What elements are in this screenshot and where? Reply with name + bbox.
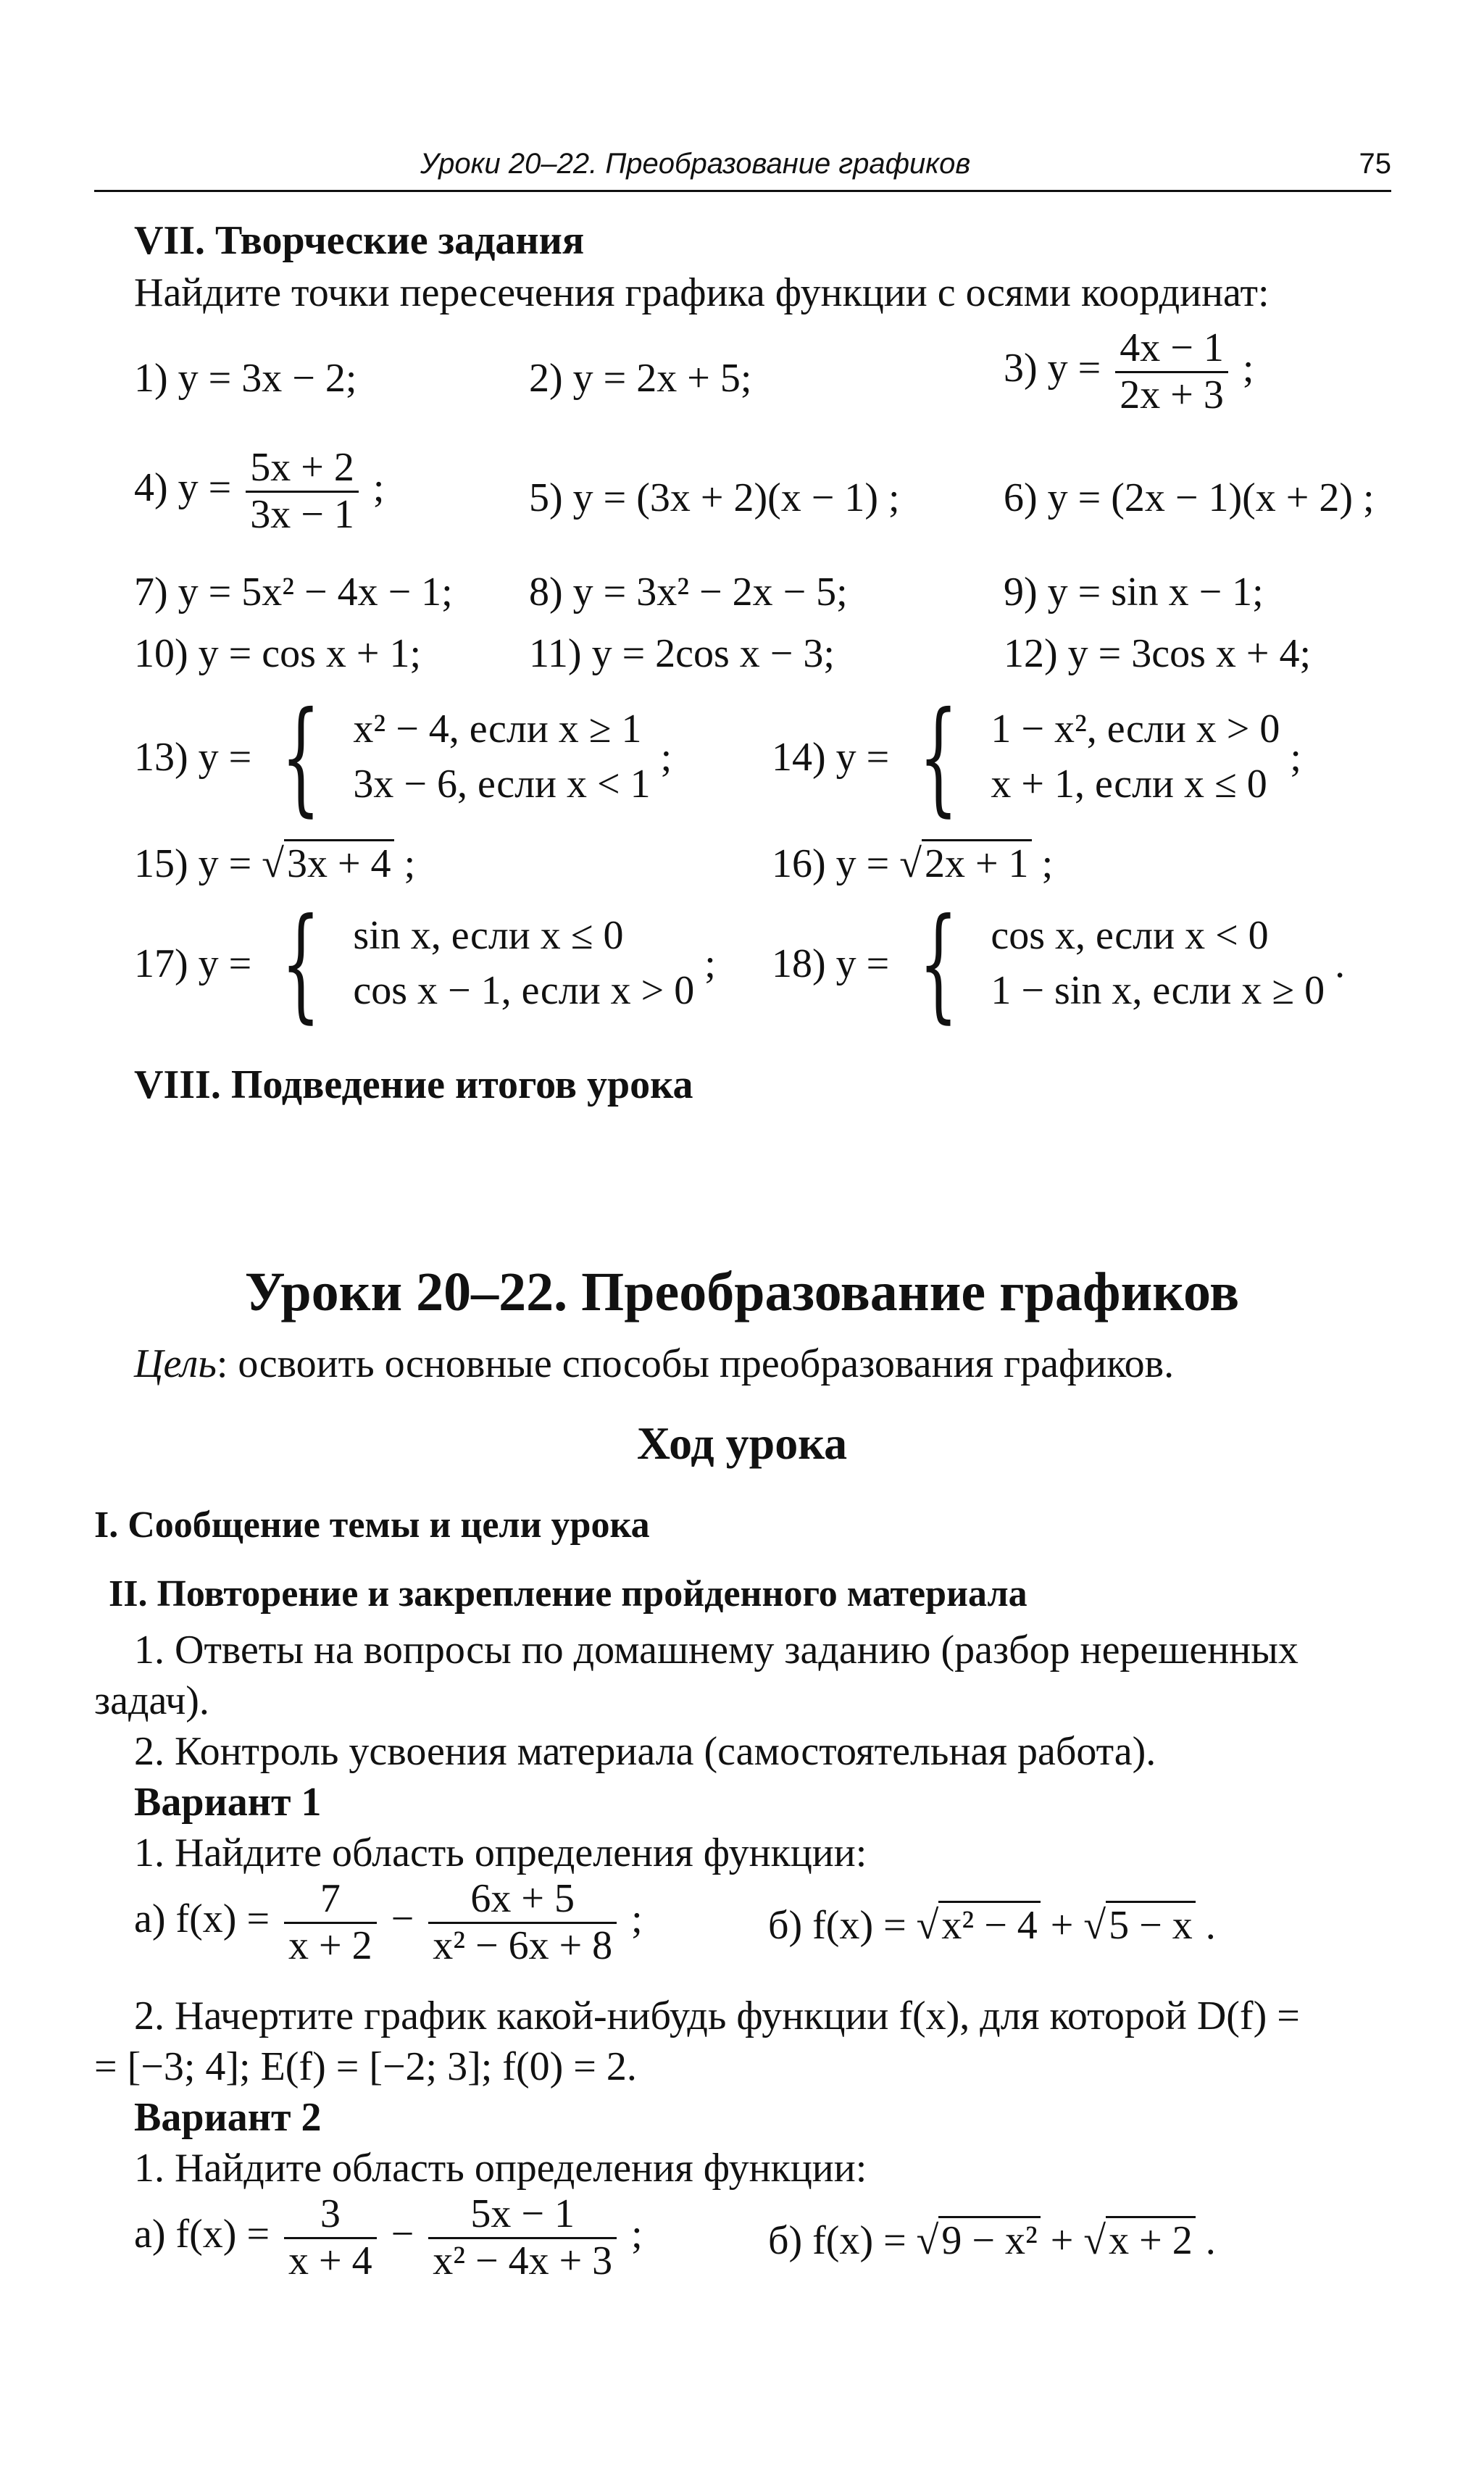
exercise-10: 10) y = cos x + 1; (134, 631, 422, 676)
exercise-4 (134, 446, 384, 537)
fraction-denominator: 3x − 1 (250, 491, 354, 537)
plus-sign: + (1050, 1903, 1074, 1948)
radicand: 3x + 4 (284, 839, 394, 886)
exercise-4-fraction (246, 446, 359, 537)
course-heading: Ход урока (636, 1417, 848, 1469)
radicand: x² − 4 (938, 1901, 1040, 1948)
fraction-numerator: 3 (284, 2192, 377, 2239)
plus-sign: + (1050, 2218, 1074, 2263)
lesson-title: Уроки 20–22. Преобразование графиков (244, 1262, 1240, 1322)
header-rule (94, 190, 1391, 192)
punctuation: ; (631, 2211, 643, 2257)
exercise-4-lhs: 4) y = (134, 465, 232, 510)
formula-lhs: б) f(x) = (768, 1903, 906, 1948)
exercise-18 (772, 892, 1346, 1036)
piecewise-cases (991, 909, 1325, 1018)
exercise-3-fraction (1115, 326, 1228, 417)
case-line: 1 − sin x, если x ≥ 0 (991, 968, 1325, 1013)
piecewise-cases (991, 702, 1280, 812)
punctuation: . (1205, 2218, 1216, 2263)
left-brace: { (281, 686, 321, 829)
fraction-denominator: x² − 6x + 8 (433, 1923, 613, 1968)
exercise-18-lhs: 18) y = (772, 941, 890, 986)
exercise-6: 6) y = (2x − 1)(x + 2) ; (1004, 475, 1375, 520)
exercise-9: 9) y = sin x − 1; (1004, 570, 1264, 615)
variant-1-task-2-line-2: = [−3; 4]; E(f) = [−2; 3]; f(0) = 2. (94, 2044, 637, 2089)
goal-text: : освоить основные способы преобразования графиков. (216, 1341, 1175, 1386)
exercise-16 (772, 841, 1053, 887)
fraction (284, 2192, 377, 2283)
punctuation: ; (1242, 345, 1254, 391)
case-line: sin x, если x ≤ 0 (353, 913, 624, 959)
piecewise-cases (353, 702, 650, 812)
running-head (94, 142, 1391, 197)
section-heading-review: II. Повторение и закрепление пройденного материала (109, 1573, 1027, 1615)
creative-instruction: Найдите точки пересечения графика функции с осями координат: (134, 270, 1270, 315)
fraction-numerator: 7 (284, 1877, 377, 1924)
exercise-5: 5) y = (3x + 2)(x − 1) ; (529, 475, 900, 520)
fraction-numerator: 4x − 1 (1115, 326, 1228, 373)
square-root: √5 − x (1083, 1902, 1195, 1949)
exercise-15-lhs: 15) y = (134, 841, 252, 886)
left-brace: { (919, 686, 959, 829)
variant-1-formula-b (768, 1902, 1216, 1949)
exercise-14 (772, 686, 1301, 829)
running-title: Уроки 20–22. Преобразование графиков (420, 148, 971, 180)
variant-2-heading: Вариант 2 (134, 2095, 322, 2140)
punctuation: ; (372, 465, 385, 510)
exercise-12: 12) y = 3cos x + 4; (1004, 631, 1312, 676)
variant-1-task-2-line-1: 2. Начертите график какой-нибудь функции f(x), для которой D(f) = (134, 1994, 1300, 2038)
punctuation: ; (660, 735, 672, 780)
case-line: 1 − x², если x > 0 (991, 707, 1280, 752)
variant-2-task-1: 1. Найдите область определения функции: (134, 2146, 867, 2191)
fraction-numerator: 5x − 1 (428, 2192, 617, 2239)
square-root: √2x + 1 (899, 841, 1031, 887)
minus-sign: − (391, 2211, 414, 2257)
variant-1-formula-a (134, 1877, 643, 1968)
exercise-11: 11) y = 2cos x − 3; (529, 631, 835, 676)
left-brace: { (919, 892, 959, 1036)
exercise-15 (134, 841, 415, 887)
case-line: cos x, если x < 0 (991, 913, 1269, 959)
square-root: √x + 2 (1083, 2217, 1195, 2264)
formula-lhs: а) f(x) = (134, 1896, 270, 1941)
case-line: cos x − 1, если x > 0 (353, 968, 695, 1013)
section-heading-topic: I. Сообщение темы и цели урока (94, 1504, 650, 1546)
radicand: 9 − x² (938, 2216, 1040, 2263)
fraction (428, 1877, 617, 1968)
fraction (428, 2192, 617, 2283)
exercise-8: 8) y = 3x² − 2x − 5; (529, 570, 848, 615)
punctuation: ; (631, 1896, 643, 1941)
punctuation: . (1205, 1903, 1216, 1948)
case-line: x + 1, если x ≤ 0 (991, 762, 1267, 807)
square-root: √9 − x² (917, 2217, 1041, 2264)
paragraph-1-line-1: 1. Ответы на вопросы по домашнему заданию (разбор нерешенных (134, 1628, 1298, 1673)
exercise-13-lhs: 13) y = (134, 735, 252, 780)
fraction-denominator: x + 4 (288, 2238, 372, 2283)
case-line: x² − 4, если x ≥ 1 (353, 707, 642, 752)
fraction-numerator: 6x + 5 (428, 1877, 617, 1924)
section-heading-creative: VII. Творческие задания (134, 218, 585, 263)
punctuation: ; (1290, 735, 1301, 780)
exercise-14-lhs: 14) y = (772, 735, 890, 780)
variant-1-heading: Вариант 1 (134, 1780, 322, 1825)
piecewise-cases (353, 909, 694, 1018)
fraction-denominator: 2x + 3 (1120, 372, 1224, 417)
radicand: 2x + 1 (922, 839, 1032, 886)
variant-1-task-1: 1. Найдите область определения функции: (134, 1830, 867, 1875)
exercise-1: 1) y = 3x − 2; (134, 356, 357, 401)
section-heading-summary: VIII. Подведение итогов урока (134, 1062, 693, 1107)
left-brace: { (281, 892, 321, 1036)
variant-2-formula-a (134, 2192, 643, 2283)
radicand: 5 − x (1106, 1901, 1196, 1948)
fraction-denominator: x + 2 (288, 1923, 372, 1968)
punctuation: ; (704, 941, 716, 986)
exercise-17-lhs: 17) y = (134, 941, 252, 986)
paragraph-1-line-2: задач). (94, 1678, 209, 1723)
page-number: 75 (1359, 148, 1391, 180)
square-root: √3x + 4 (262, 841, 393, 887)
punctuation: ; (404, 841, 416, 886)
variant-2-formula-b (768, 2217, 1216, 2264)
exercise-17 (134, 892, 716, 1036)
exercise-2: 2) y = 2x + 5; (529, 356, 752, 401)
goal-label: Цель (134, 1341, 217, 1386)
exercise-13 (134, 686, 672, 829)
fraction (284, 1877, 377, 1968)
fraction-numerator: 5x + 2 (246, 446, 359, 493)
exercise-3-lhs: 3) y = (1004, 345, 1101, 391)
case-line: 3x − 6, если x < 1 (353, 762, 651, 807)
exercise-3 (1004, 326, 1254, 417)
formula-lhs: б) f(x) = (768, 2218, 906, 2263)
radicand: x + 2 (1106, 2216, 1196, 2263)
fraction-denominator: x² − 4x + 3 (433, 2238, 613, 2283)
punctuation: . (1335, 941, 1346, 986)
square-root: √x² − 4 (917, 1902, 1041, 1949)
exercise-16-lhs: 16) y = (772, 841, 890, 886)
minus-sign: − (391, 1896, 414, 1941)
lesson-goal (134, 1341, 1174, 1387)
paragraph-2: 2. Контроль усвоения материала (самостоятельная работа). (134, 1729, 1156, 1774)
exercise-7: 7) y = 5x² − 4x − 1; (134, 570, 453, 615)
punctuation: ; (1041, 841, 1054, 886)
formula-lhs: а) f(x) = (134, 2211, 270, 2257)
